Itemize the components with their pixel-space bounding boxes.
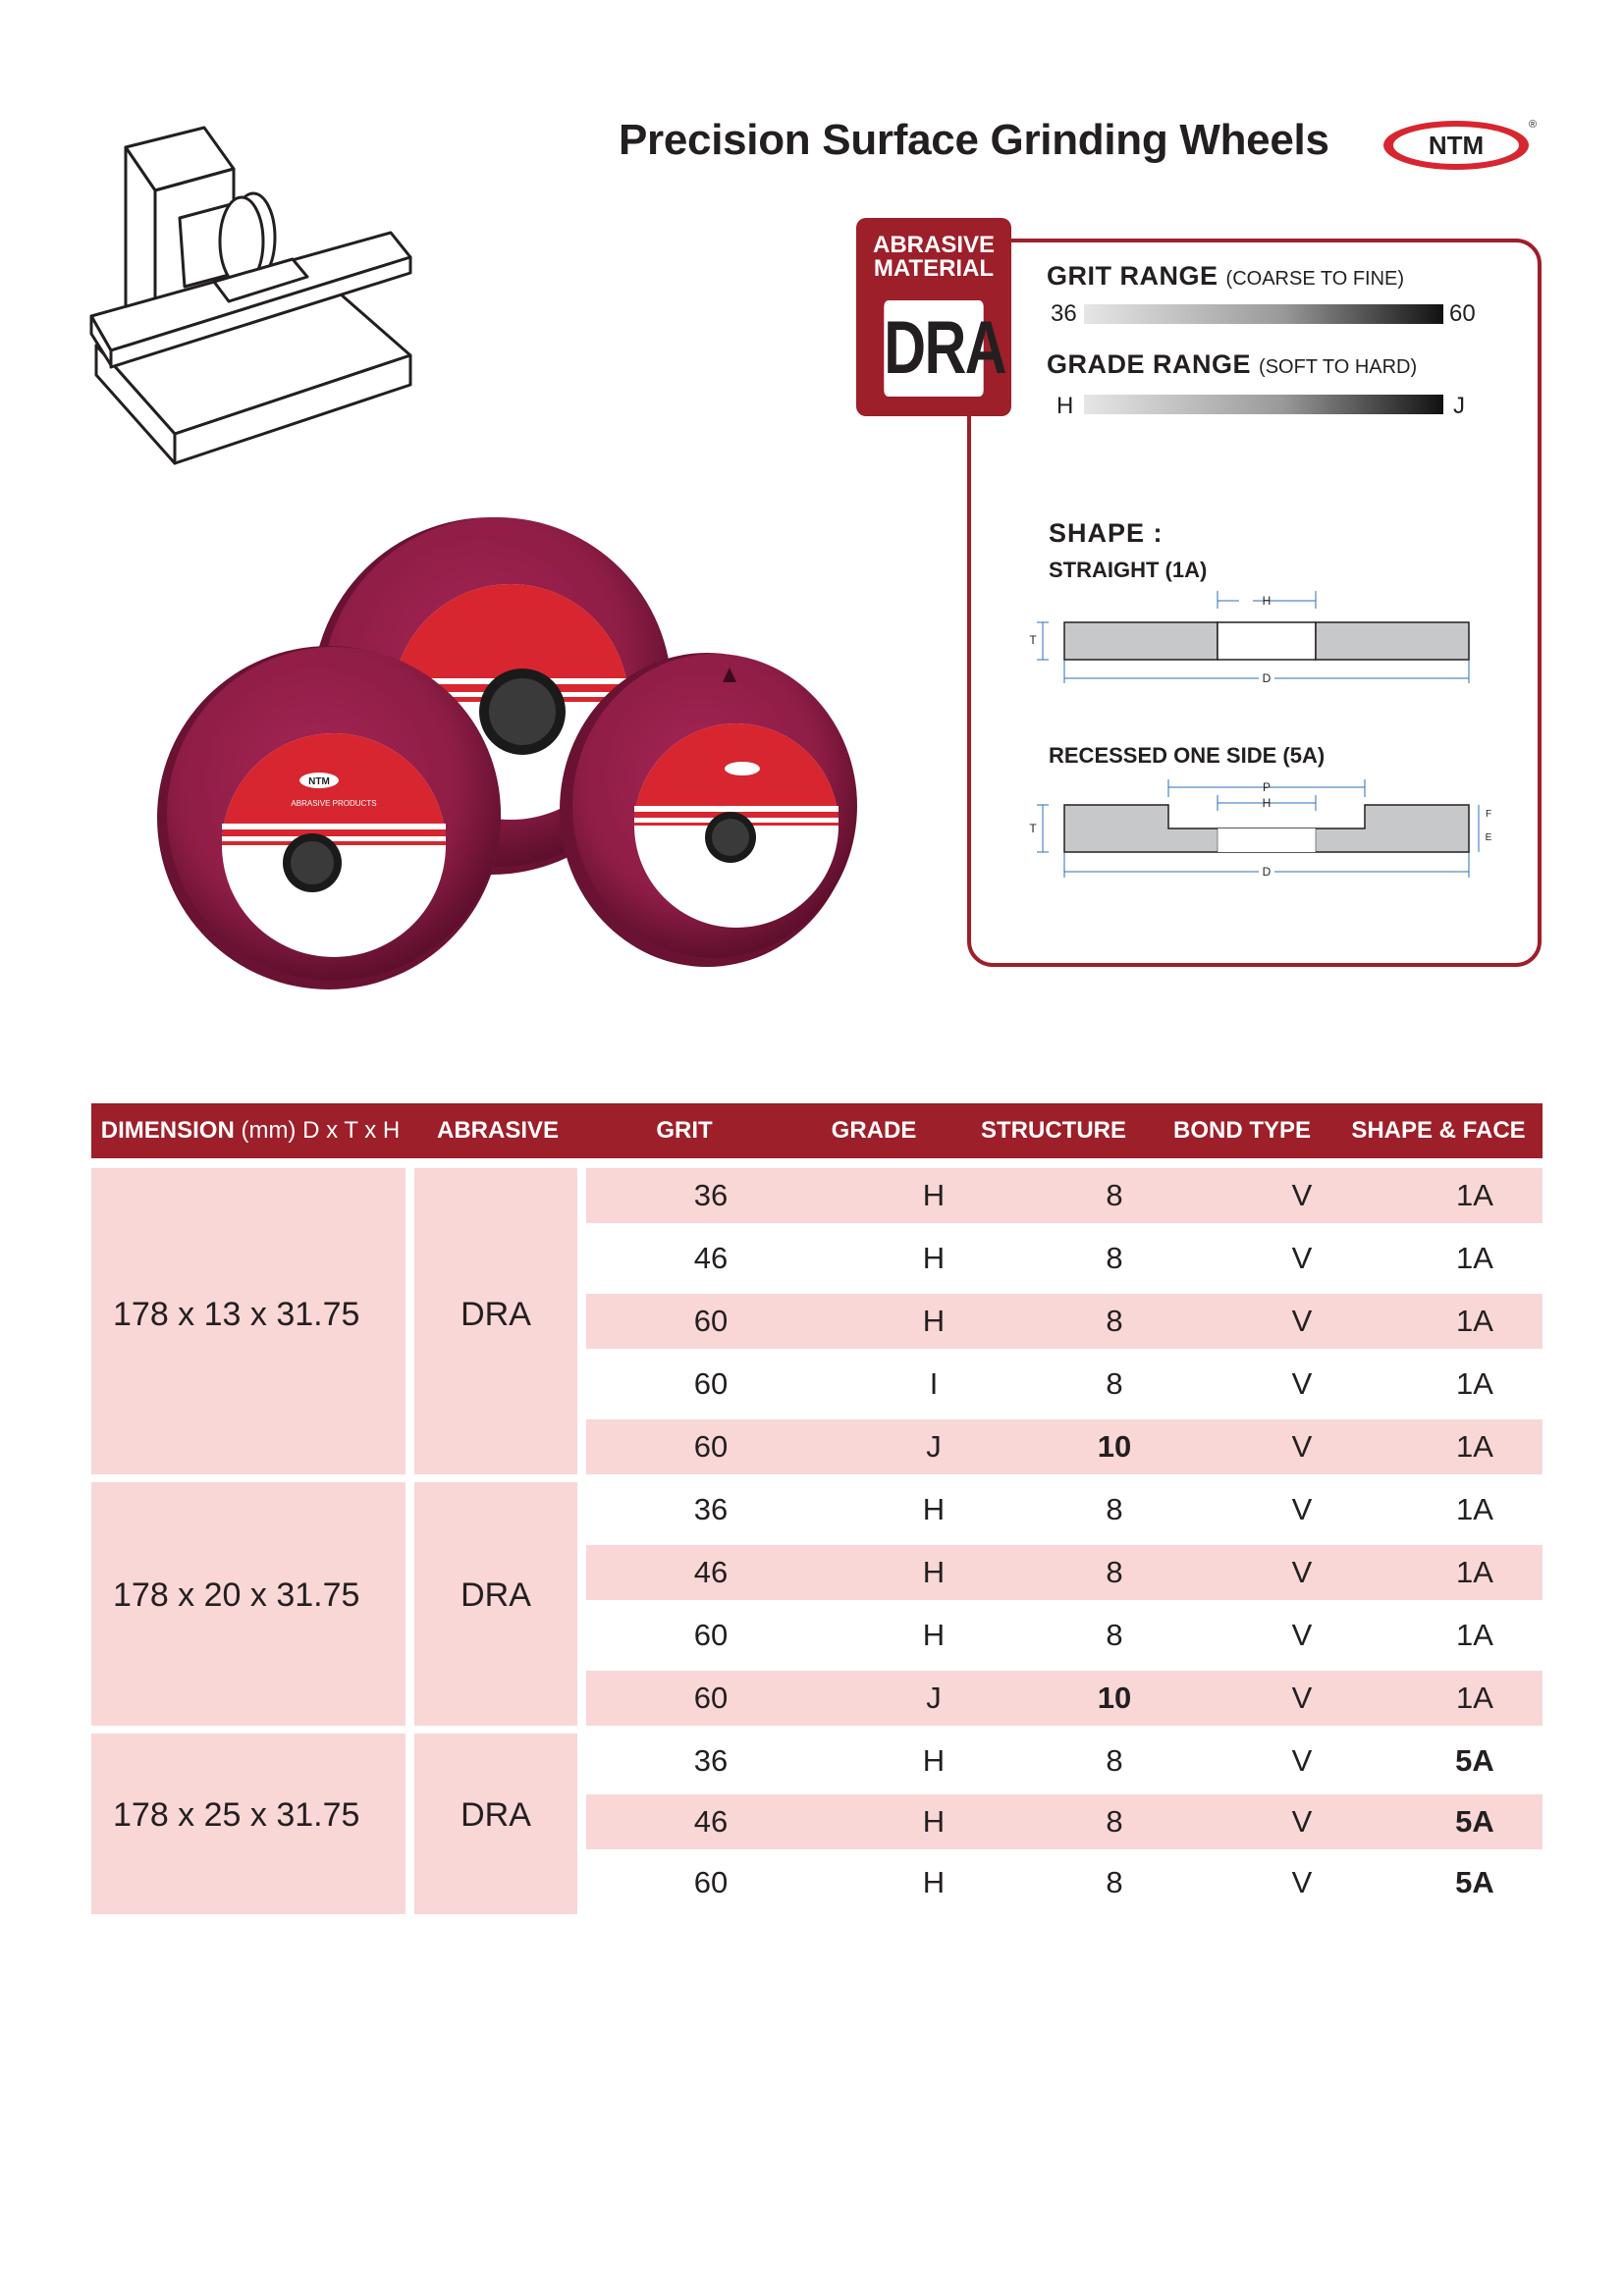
table-row — [586, 1734, 1543, 1789]
dim-label-p: P — [1262, 780, 1272, 794]
cell-grit: 60 — [693, 1681, 729, 1715]
cell-grit: 36 — [693, 1178, 729, 1212]
ntm-logo — [1380, 116, 1539, 173]
abrasive-material-badge — [856, 218, 1011, 416]
cell-shape: 5A — [1455, 1804, 1494, 1839]
cell-shape: 1A — [1456, 1366, 1493, 1401]
cell-grade: J — [926, 1681, 942, 1715]
table-row — [586, 1545, 1543, 1600]
grit-range-max: 60 — [1449, 300, 1476, 327]
cell-grit: 60 — [693, 1304, 729, 1338]
grit-range-bar — [1084, 304, 1443, 324]
cell-shape: 1A — [1456, 1178, 1493, 1212]
table-header — [91, 1103, 1543, 1158]
cell-grit: 36 — [693, 1492, 729, 1526]
cell-shape: 5A — [1455, 1865, 1494, 1899]
abrasive-material-code: DRA — [884, 300, 983, 397]
cell-grade: H — [922, 1865, 946, 1899]
grit-range-min: 36 — [1051, 300, 1077, 327]
grit-range-title: GRIT RANGE (COARSE TO FINE) — [1047, 261, 1405, 291]
abrasive-cell: DRA — [414, 1734, 577, 1914]
cell-bond: V — [1291, 1241, 1313, 1275]
shape2-name: RECESSED ONE SIDE (5A) — [1049, 743, 1326, 768]
dimension-cell: 178 x 20 x 31.75 — [91, 1482, 406, 1726]
col-header-grit: GRIT — [656, 1117, 713, 1144]
cell-grit: 36 — [693, 1743, 729, 1778]
abrasive-cell: DRA — [414, 1482, 577, 1726]
cell-bond: V — [1291, 1555, 1313, 1589]
cell-structure: 10 — [1097, 1681, 1132, 1715]
cell-grit: 60 — [693, 1366, 729, 1401]
cell-structure: 8 — [1106, 1304, 1123, 1338]
col-header-grade: GRADE — [831, 1117, 917, 1144]
dim-label-t: T — [1029, 633, 1037, 647]
cell-grade: H — [922, 1618, 946, 1652]
straight-1a-diagram — [1031, 589, 1483, 687]
svg-text:NTM: NTM — [308, 776, 330, 787]
grinding-wheels-photo — [157, 486, 1001, 1006]
table-row — [586, 1419, 1543, 1474]
cell-bond: V — [1291, 1178, 1313, 1212]
cell-bond: V — [1291, 1492, 1313, 1526]
cell-grit: 60 — [693, 1429, 729, 1464]
abrasive-cell: DRA — [414, 1168, 577, 1474]
page-title: Precision Surface Grinding Wheels — [619, 116, 1329, 164]
surface-grinder-illustration — [86, 110, 420, 483]
cell-structure: 8 — [1106, 1743, 1123, 1778]
recessed-5a-diagram — [1031, 775, 1502, 891]
cell-structure: 8 — [1106, 1555, 1123, 1589]
cell-structure: 8 — [1106, 1804, 1123, 1839]
table-row — [586, 1357, 1543, 1412]
shape1-name: STRAIGHT (1A) — [1049, 558, 1208, 582]
cell-grit: 46 — [693, 1241, 729, 1275]
cell-grit: 46 — [693, 1555, 729, 1589]
cell-shape: 5A — [1455, 1743, 1494, 1778]
cell-bond: V — [1291, 1804, 1313, 1839]
dimension-cell: 178 x 25 x 31.75 — [91, 1734, 406, 1914]
cell-structure: 10 — [1097, 1429, 1132, 1464]
cell-grit: 60 — [693, 1865, 729, 1899]
table-row — [586, 1855, 1543, 1910]
cell-grade: H — [922, 1804, 946, 1839]
col-header-bond-type: BOND TYPE — [1172, 1117, 1311, 1144]
col-header-dimension: DIMENSION (mm) D x T x H — [100, 1117, 401, 1144]
cell-bond: V — [1291, 1304, 1313, 1338]
cell-structure: 8 — [1106, 1492, 1123, 1526]
cell-shape: 1A — [1456, 1304, 1493, 1338]
grade-range-note: (SOFT TO HARD) — [1259, 356, 1418, 378]
cell-grade: J — [926, 1429, 942, 1464]
dim-label-t: T — [1029, 822, 1037, 835]
dim-label-h: H — [1262, 594, 1272, 608]
col-header-structure: STRUCTURE — [981, 1117, 1126, 1144]
dim-label-h: H — [1262, 796, 1272, 810]
col-header-shape-face: SHAPE & FACE — [1351, 1117, 1526, 1144]
dim-label-d: D — [1262, 671, 1272, 685]
grade-range-title: GRADE RANGE (SOFT TO HARD) — [1047, 349, 1418, 379]
cell-structure: 8 — [1106, 1366, 1123, 1401]
cell-shape: 1A — [1456, 1555, 1493, 1589]
cell-grade: H — [922, 1241, 946, 1275]
cell-bond: V — [1291, 1681, 1313, 1715]
cell-shape: 1A — [1456, 1618, 1493, 1652]
cell-bond: V — [1291, 1429, 1313, 1464]
cell-grade: H — [922, 1492, 946, 1526]
logo-text: NTM — [1428, 131, 1485, 160]
cell-structure: 8 — [1106, 1865, 1123, 1899]
dim-label-f: F — [1485, 809, 1492, 820]
grade-range-bar — [1084, 395, 1443, 414]
cell-shape: 1A — [1456, 1681, 1493, 1715]
grade-range-min: H — [1056, 393, 1074, 419]
shape-heading: SHAPE : — [1049, 518, 1164, 548]
table-row — [586, 1482, 1543, 1537]
col-header-abrasive: ABRASIVE — [436, 1117, 560, 1144]
grit-range-note: (COARSE TO FINE) — [1225, 268, 1405, 290]
cell-shape: 1A — [1456, 1492, 1493, 1526]
table-row — [586, 1168, 1543, 1223]
cell-bond: V — [1291, 1618, 1313, 1652]
cell-bond: V — [1291, 1743, 1313, 1778]
cell-grade: I — [929, 1366, 939, 1401]
grade-range-max: J — [1453, 393, 1465, 419]
cell-grit: 46 — [693, 1804, 729, 1839]
cell-shape: 1A — [1456, 1429, 1493, 1464]
cell-structure: 8 — [1106, 1178, 1123, 1212]
cell-bond: V — [1291, 1366, 1313, 1401]
table-row — [586, 1608, 1543, 1663]
cell-grade: H — [922, 1304, 946, 1338]
dimension-cell: 178 x 13 x 31.75 — [91, 1168, 406, 1474]
dim-label-e: E — [1485, 832, 1492, 843]
cell-grade: H — [922, 1555, 946, 1589]
table-row — [586, 1231, 1543, 1286]
svg-text:ABRASIVE PRODUCTS: ABRASIVE PRODUCTS — [291, 799, 377, 808]
abrasive-material-label: ABRASIVE MATERIAL — [872, 232, 996, 282]
table-row — [586, 1794, 1543, 1849]
cell-bond: V — [1291, 1865, 1313, 1899]
cell-grade: H — [922, 1743, 946, 1778]
cell-structure: 8 — [1106, 1618, 1123, 1652]
cell-grade: H — [922, 1178, 946, 1212]
table-row — [586, 1671, 1543, 1726]
registered-mark: ® — [1528, 119, 1538, 131]
dim-label-d: D — [1262, 865, 1272, 879]
table-row — [586, 1294, 1543, 1349]
cell-grit: 60 — [693, 1618, 729, 1652]
cell-shape: 1A — [1456, 1241, 1493, 1275]
cell-structure: 8 — [1106, 1241, 1123, 1275]
